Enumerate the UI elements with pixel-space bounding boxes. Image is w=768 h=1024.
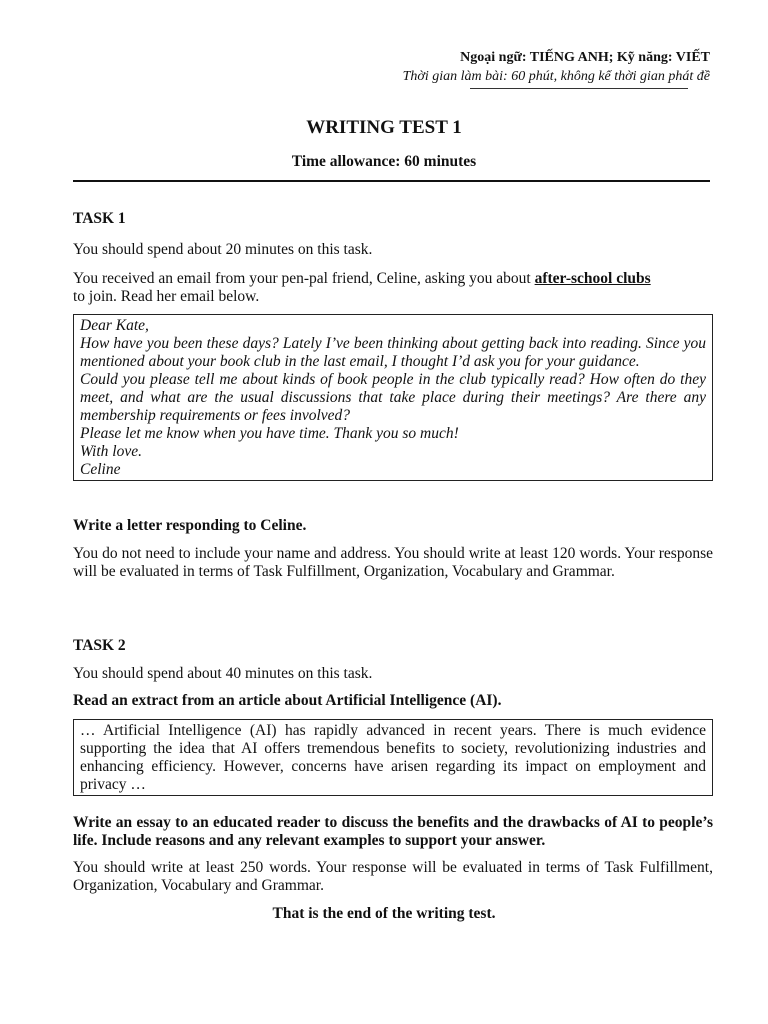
header-underline	[470, 88, 688, 89]
page-title: WRITING TEST 1	[306, 117, 462, 138]
task2-heading: TASK 2	[73, 637, 126, 654]
task1-intro	[73, 270, 713, 306]
end-note: That is the end of the writing test.	[272, 905, 496, 922]
email-paragraph: How have you been these days? Lately I’ve been thinking about getting back into reading. Since you mentioned about your book club in the last email, I thought I’d ask you for your guidance.	[80, 335, 706, 370]
extract-text: … Artificial Intelligence (AI) has rapidly advanced in recent years. There is much evidence supporting the idea that AI offers tremendous benefits to society, revolutionizing industries and enhancing efficiency. However, concerns have arisen regarding its impact on employment and privacy …	[80, 722, 706, 793]
task1-intro-highlight: after-school clubs	[534, 270, 651, 287]
header-duration: Thời gian làm bài: 60 phút, không kể thời gian phát đề	[402, 69, 710, 84]
time-allowance: Time allowance: 60 minutes	[291, 153, 477, 170]
email-paragraph: Please let me know when you have time. Thank you so much!	[80, 425, 459, 442]
task1-instruction: Write a letter responding to Celine.	[73, 517, 307, 534]
task1-intro-before: You received an email from your pen-pal friend, Celine, asking you about	[73, 270, 535, 287]
email-box	[73, 314, 713, 481]
email-signature: Celine	[80, 461, 121, 478]
task1-requirements: You do not need to include your name and address. You should write at least 120 words. Your response will be evaluated in terms of Task Fulfillment, Organization, Vocabulary and Grammar.	[73, 545, 713, 580]
email-paragraph: Could you please tell me about kinds of book people in the club typically read? How often do they meet, and what are the usual discussions that take place during their meetings? Are there any membership requirements or fees involved?	[80, 371, 706, 424]
task2-instruction: Write an essay to an educated reader to discuss the benefits and the drawbacks of AI to people’s life. Include reasons and any relevant examples to support your answer.	[73, 814, 713, 849]
extract-box	[73, 719, 713, 796]
task1-intro-after: to join. Read her email below.	[73, 288, 260, 305]
header-subject: Ngoại ngữ: TIẾNG ANH; Kỹ năng: VIẾT	[460, 50, 710, 65]
email-greeting: Dear Kate,	[80, 317, 149, 334]
task1-time-note: You should spend about 20 minutes on this task.	[73, 241, 373, 258]
email-closing: With love.	[80, 443, 142, 460]
task2-requirements: You should write at least 250 words. Your response will be evaluated in terms of Task Fulfillment, Organization, Vocabulary and Grammar.	[73, 859, 713, 894]
task2-intro: Read an extract from an article about Artificial Intelligence (AI).	[73, 692, 502, 709]
task1-heading: TASK 1	[73, 210, 126, 227]
task2-time-note: You should spend about 40 minutes on this task.	[73, 665, 373, 682]
title-rule	[73, 180, 710, 182]
